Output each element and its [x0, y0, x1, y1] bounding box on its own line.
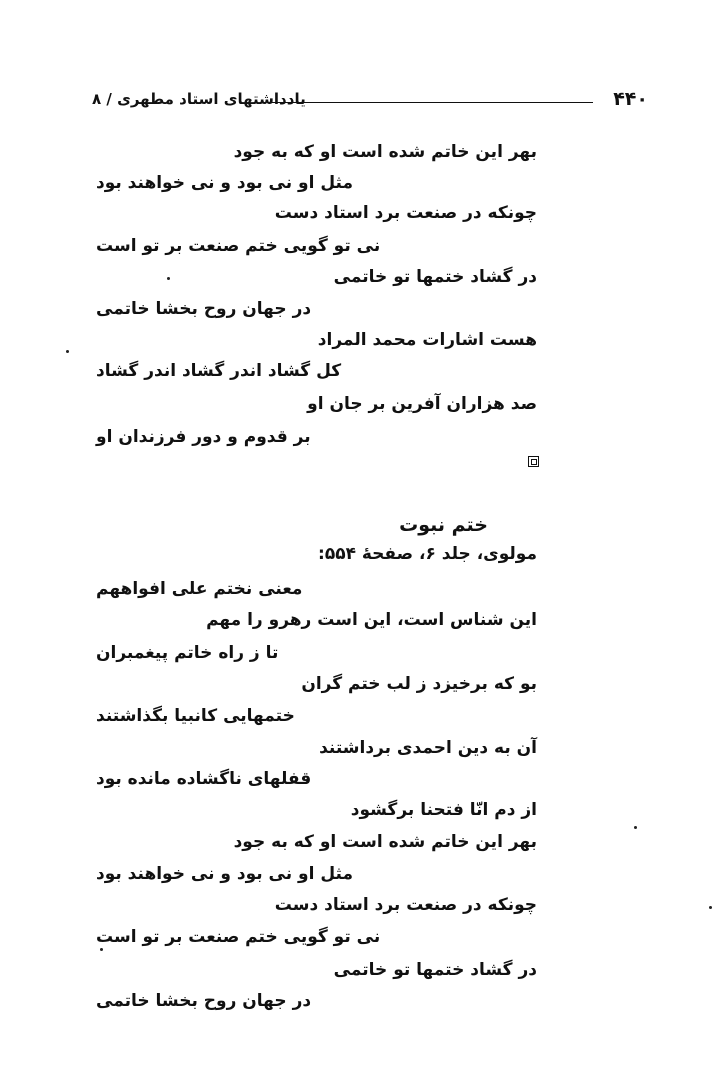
running-title: یادداشتهای استاد مطهری / ۸ [92, 90, 306, 108]
scan-speck [634, 826, 637, 829]
source-reference: مولوی، جلد ۶، صفحهٔ ۵۵۴: [318, 544, 537, 564]
verse-line: در جهان روح بخشا خاتمی [96, 991, 312, 1011]
verse-line: در گشاد ختمها تو خاتمی [333, 267, 537, 287]
verse-line: هست اشارات محمد المراد [317, 330, 537, 350]
end-mark-icon [528, 456, 539, 467]
scan-speck [100, 948, 103, 951]
page-header [92, 88, 648, 118]
verse-line: بهر این خاتم شده است او که به جود [233, 832, 537, 852]
scan-speck [167, 277, 170, 280]
verse-line: معنی نختم علی افواههم [96, 579, 303, 599]
verse-line: از دم انّا فتحنا برگشود [350, 800, 537, 820]
verse-line: قفلهای ناگشاده مانده بود [96, 769, 312, 789]
verse-line: کل گشاد اندر گشاد اندر گشاد [96, 361, 342, 381]
verse-line: بهر این خاتم شده است او که به جود [233, 142, 537, 162]
section-title: ختم نبوت [399, 514, 488, 536]
verse-line: ختمهایی کانبیا بگذاشتند [96, 706, 295, 726]
verse-line: در جهان روح بخشا خاتمی [96, 299, 312, 319]
page-number: ۴۴۰ [613, 88, 648, 110]
verse-line: صد هزاران آفرین بر جان او [307, 394, 537, 414]
verse-line: آن به دین احمدی برداشتند [319, 738, 537, 758]
verse-line: این شناس است، این است رهرو را مهم [206, 610, 537, 630]
verse-line: چونکه در صنعت برد استاد دست [274, 895, 537, 915]
verse-line: نی تو گویی ختم صنعت بر تو است [96, 927, 381, 947]
scan-speck [66, 350, 69, 353]
verse-line: تا ز راه خاتم پیغمبران [96, 643, 279, 663]
verse-line: بر قدوم و دور فرزندان او [96, 427, 311, 447]
verse-line: مثل او نی بود و نی خواهند بود [96, 173, 354, 193]
verse-line: چونکه در صنعت برد استاد دست [274, 203, 537, 223]
verse-line: بو که برخیزد ز لب ختم گران [301, 674, 537, 694]
verse-line: نی تو گویی ختم صنعت بر تو است [96, 236, 381, 256]
header-rule [272, 102, 593, 103]
verse-line: در گشاد ختمها تو خاتمی [333, 960, 537, 980]
verse-line: مثل او نی بود و نی خواهند بود [96, 864, 354, 884]
scan-speck [709, 906, 712, 909]
